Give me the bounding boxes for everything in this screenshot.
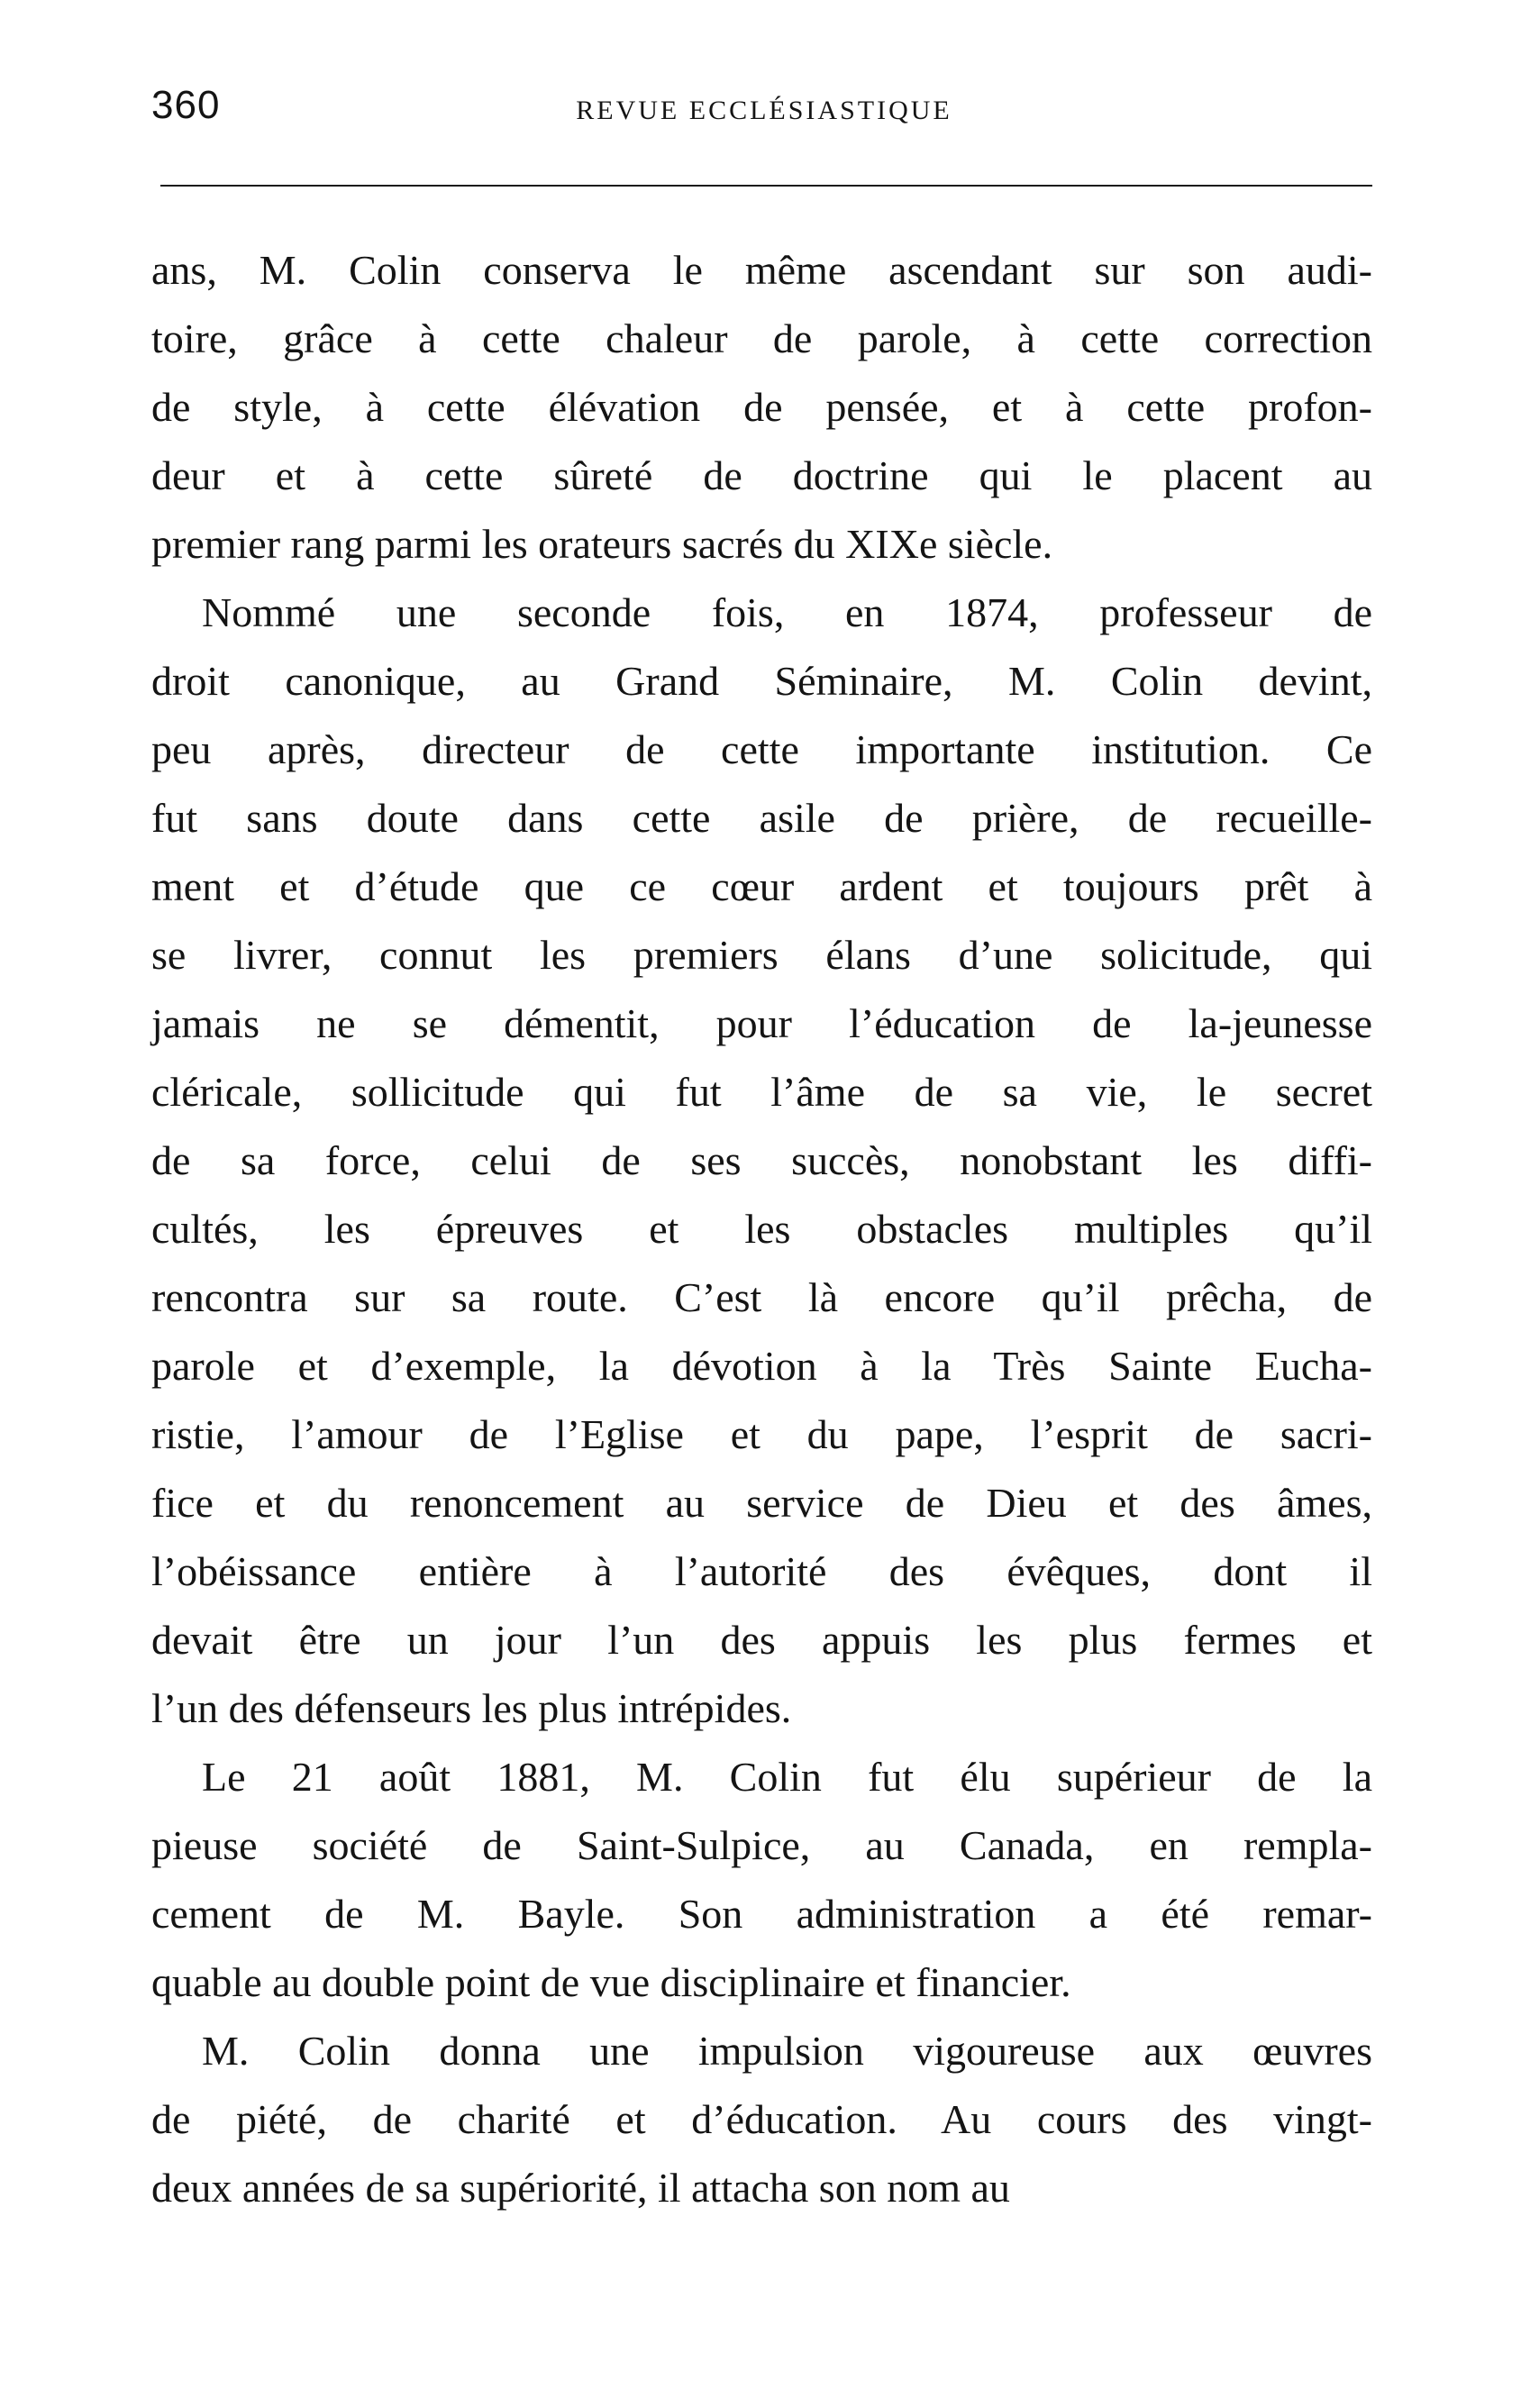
text-line: droit canonique, au Grand Séminaire, M. Colin devint, bbox=[151, 658, 1372, 704]
text-line: fut sans doute dans cette asile de prière, de recueille- bbox=[151, 795, 1372, 841]
paragraph bbox=[151, 236, 1372, 579]
text-line: premier rang parmi les orateurs sacrés du XIXe siècle. bbox=[151, 521, 1053, 567]
text-line: de sa force, celui de ses succès, nonobstant les diffi- bbox=[151, 1137, 1372, 1183]
page-number: 360 bbox=[151, 83, 221, 127]
text-line: ment et d’étude que ce cœur ardent et toujours prêt à bbox=[151, 863, 1372, 909]
text-line: se livrer, connut les premiers élans d’une solicitude, qui bbox=[151, 932, 1372, 978]
text-line: deur et à cette sûreté de doctrine qui le placent au bbox=[151, 452, 1372, 498]
text-line: de style, à cette élévation de pensée, et à cette profon- bbox=[151, 384, 1372, 430]
text-line: jamais ne se démentit, pour l’éducation de la-jeunesse bbox=[151, 1000, 1372, 1046]
header-rule bbox=[160, 185, 1372, 187]
text-line: Le 21 août 1881, M. Colin fut élu supérieur de la bbox=[202, 1754, 1372, 1800]
text-line: rencontra sur sa route. C’est là encore qu’il prêcha, de bbox=[151, 1274, 1372, 1320]
text-line: toire, grâce à cette chaleur de parole, à cette correction bbox=[151, 315, 1372, 361]
text-line: devait être un jour l’un des appuis les plus fermes et bbox=[151, 1617, 1372, 1663]
text-line: ristie, l’amour de l’Eglise et du pape, l’esprit de sacri- bbox=[151, 1411, 1372, 1457]
text-line: cultés, les épreuves et les obstacles multiples qu’il bbox=[151, 1206, 1372, 1252]
text-line: ans, M. Colin conserva le même ascendant sur son audi- bbox=[151, 247, 1372, 293]
paragraph bbox=[151, 1743, 1372, 2017]
text-line: peu après, directeur de cette importante institution. Ce bbox=[151, 726, 1372, 772]
text-line: Nommé une seconde fois, en 1874, professeur de bbox=[202, 589, 1372, 635]
text-line: l’un des défenseurs les plus intrépides. bbox=[151, 1685, 792, 1731]
text-line: fice et du renoncement au service de Dieu et des âmes, bbox=[151, 1480, 1372, 1526]
text-line: cléricale, sollicitude qui fut l’âme de sa vie, le secret bbox=[151, 1069, 1372, 1115]
paragraph bbox=[151, 579, 1372, 1743]
text-line: l’obéissance entière à l’autorité des évêques, dont il bbox=[151, 1548, 1372, 1594]
text-line: cement de M. Bayle. Son administration a été remar- bbox=[151, 1891, 1372, 1937]
text-line: quable au double point de vue disciplinaire et financier. bbox=[151, 1959, 1071, 2005]
body-text bbox=[151, 236, 1372, 2222]
text-line: pieuse société de Saint-Sulpice, au Canada, en rempla- bbox=[151, 1822, 1372, 1868]
text-line: parole et d’exemple, la dévotion à la Très Sainte Eucha- bbox=[151, 1343, 1372, 1389]
text-line: M. Colin donna une impulsion vigoureuse aux œuvres bbox=[202, 2028, 1372, 2074]
text-line: de piété, de charité et d’éducation. Au cours des vingt- bbox=[151, 2096, 1372, 2142]
running-head bbox=[151, 83, 1377, 146]
paragraph bbox=[151, 2017, 1372, 2222]
text-line: deux années de sa supériorité, il attacha son nom au bbox=[151, 2165, 1010, 2211]
running-title: REVUE ECCLÉSIASTIQUE bbox=[576, 96, 952, 125]
